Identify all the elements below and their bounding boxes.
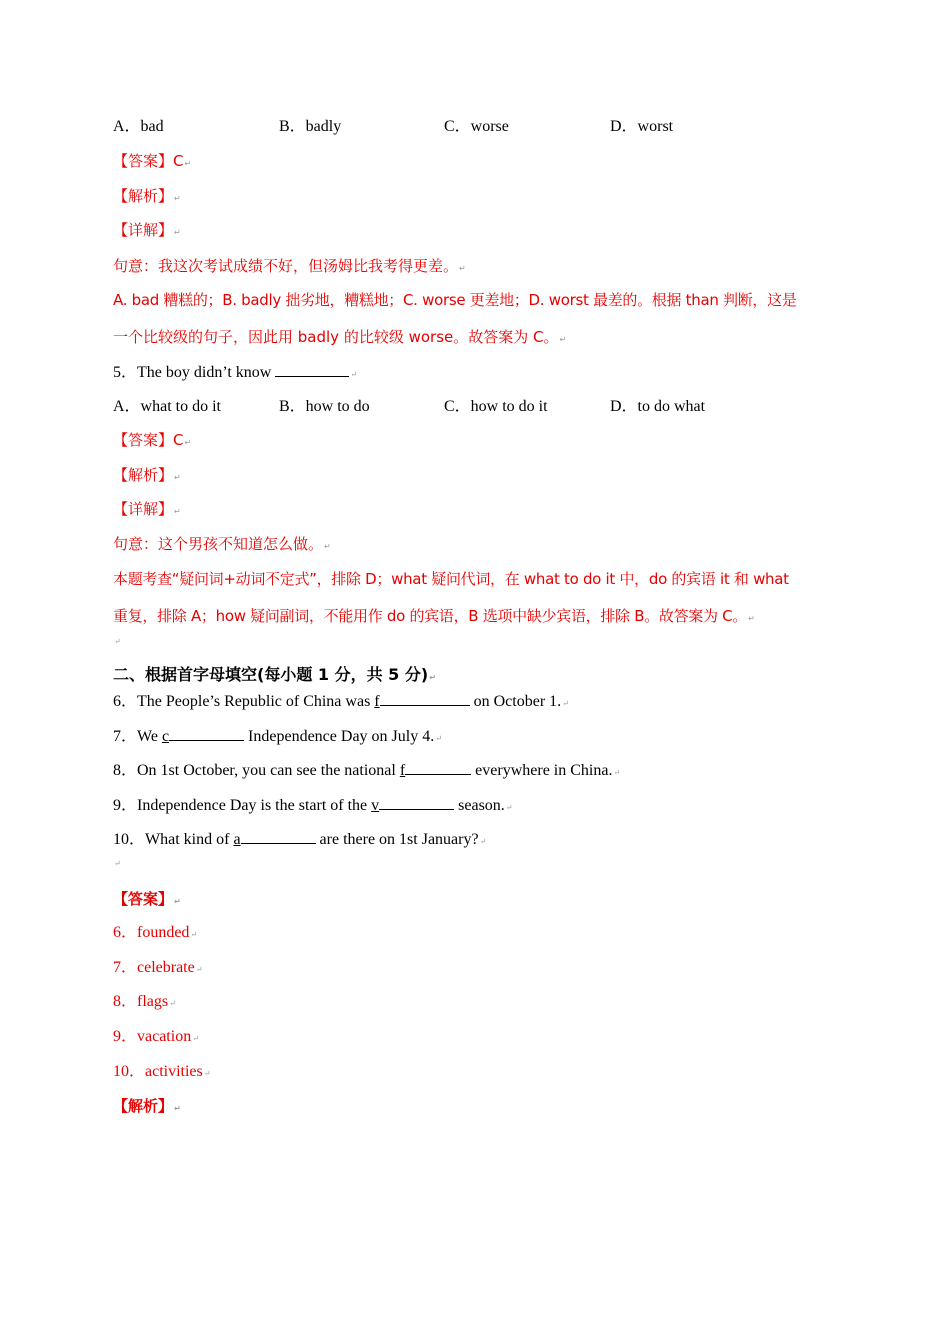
q5-explanation-line2: 重复，排除 A；how 疑问副词，不能用作 do 的宾语，B 选项中缺少宾语，排除 B。故答案为 C。↵ [113,607,755,625]
section2-heading: 二、根据首字母填空(每小题 1 分，共 5 分)↵ [113,665,436,684]
q4-explanation-line1: A. bad 糟糕的；B. badly 拙劣地，糟糕地；C. worse 更差地；D. worst 最差的。根据 than 判断，这是 [113,291,797,309]
answer-6: 6．founded↵ [113,924,198,941]
q4-sentence-meaning: 句意：我这次考试成绩不好，但汤姆比我考得更差。↵ [113,257,466,275]
fill-question-9: 9．Independence Day is the start of the v season.↵ [113,797,513,814]
q4-analysis-label: 【解析】↵ [113,187,181,205]
q4-option-b: B．badly [279,118,342,135]
q4-explanation-line2: 一个比较级的句子，因此用 badly 的比较级 worse。故答案为 C。↵ [113,328,567,346]
fill-question-7: 7．We c Independence Day on July 4.↵ [113,728,442,745]
q4-detail-label: 【详解】↵ [113,221,181,239]
q5-option-d: D．to do what [610,398,706,415]
answer-10: 10．activities↵ [113,1063,211,1080]
q4-option-d: D．worst [610,118,674,135]
q5-blank [275,362,349,377]
section2-answer-label: 【答案】↵ [113,890,181,908]
paragraph-mark: ↵ [114,859,121,868]
q5-detail-label: 【详解】↵ [113,500,181,518]
answer-9: 9．vacation↵ [113,1028,199,1045]
answer-7: 7．celebrate↵ [113,959,203,976]
fill-question-8: 8．On 1st October, you can see the national f everywhere in China.↵ [113,762,621,779]
section2-analysis-label: 【解析】↵ [113,1097,181,1115]
q5-answer: 【答案】C↵ [113,431,192,449]
paragraph-mark: ↵ [114,637,121,646]
q4-option-a: A．bad [113,118,164,135]
q5-option-a: A．what to do it [113,398,221,415]
q5-analysis-label: 【解析】↵ [113,466,181,484]
q5-explanation-line1: 本题考查“疑问词+动词不定式”，排除 D；what 疑问代词，在 what to do it 中，do 的宾语 it 和 what [113,570,789,588]
q4-answer: 【答案】C↵ [113,152,192,170]
fill-question-10: 10．What kind of a are there on 1st January?↵ [113,831,487,848]
q4-option-c: C．worse [444,118,509,135]
q5-stem: 5．The boy didn’t know ↵ [113,364,358,381]
q5-option-b: B．how to do [279,398,370,415]
q5-option-c: C．how to do it [444,398,548,415]
fill-question-6: 6．The People’s Republic of China was f on October 1.↵ [113,693,569,710]
answer-8: 8．flags↵ [113,993,176,1010]
q5-sentence-meaning: 句意：这个男孩不知道怎么做。↵ [113,535,331,553]
